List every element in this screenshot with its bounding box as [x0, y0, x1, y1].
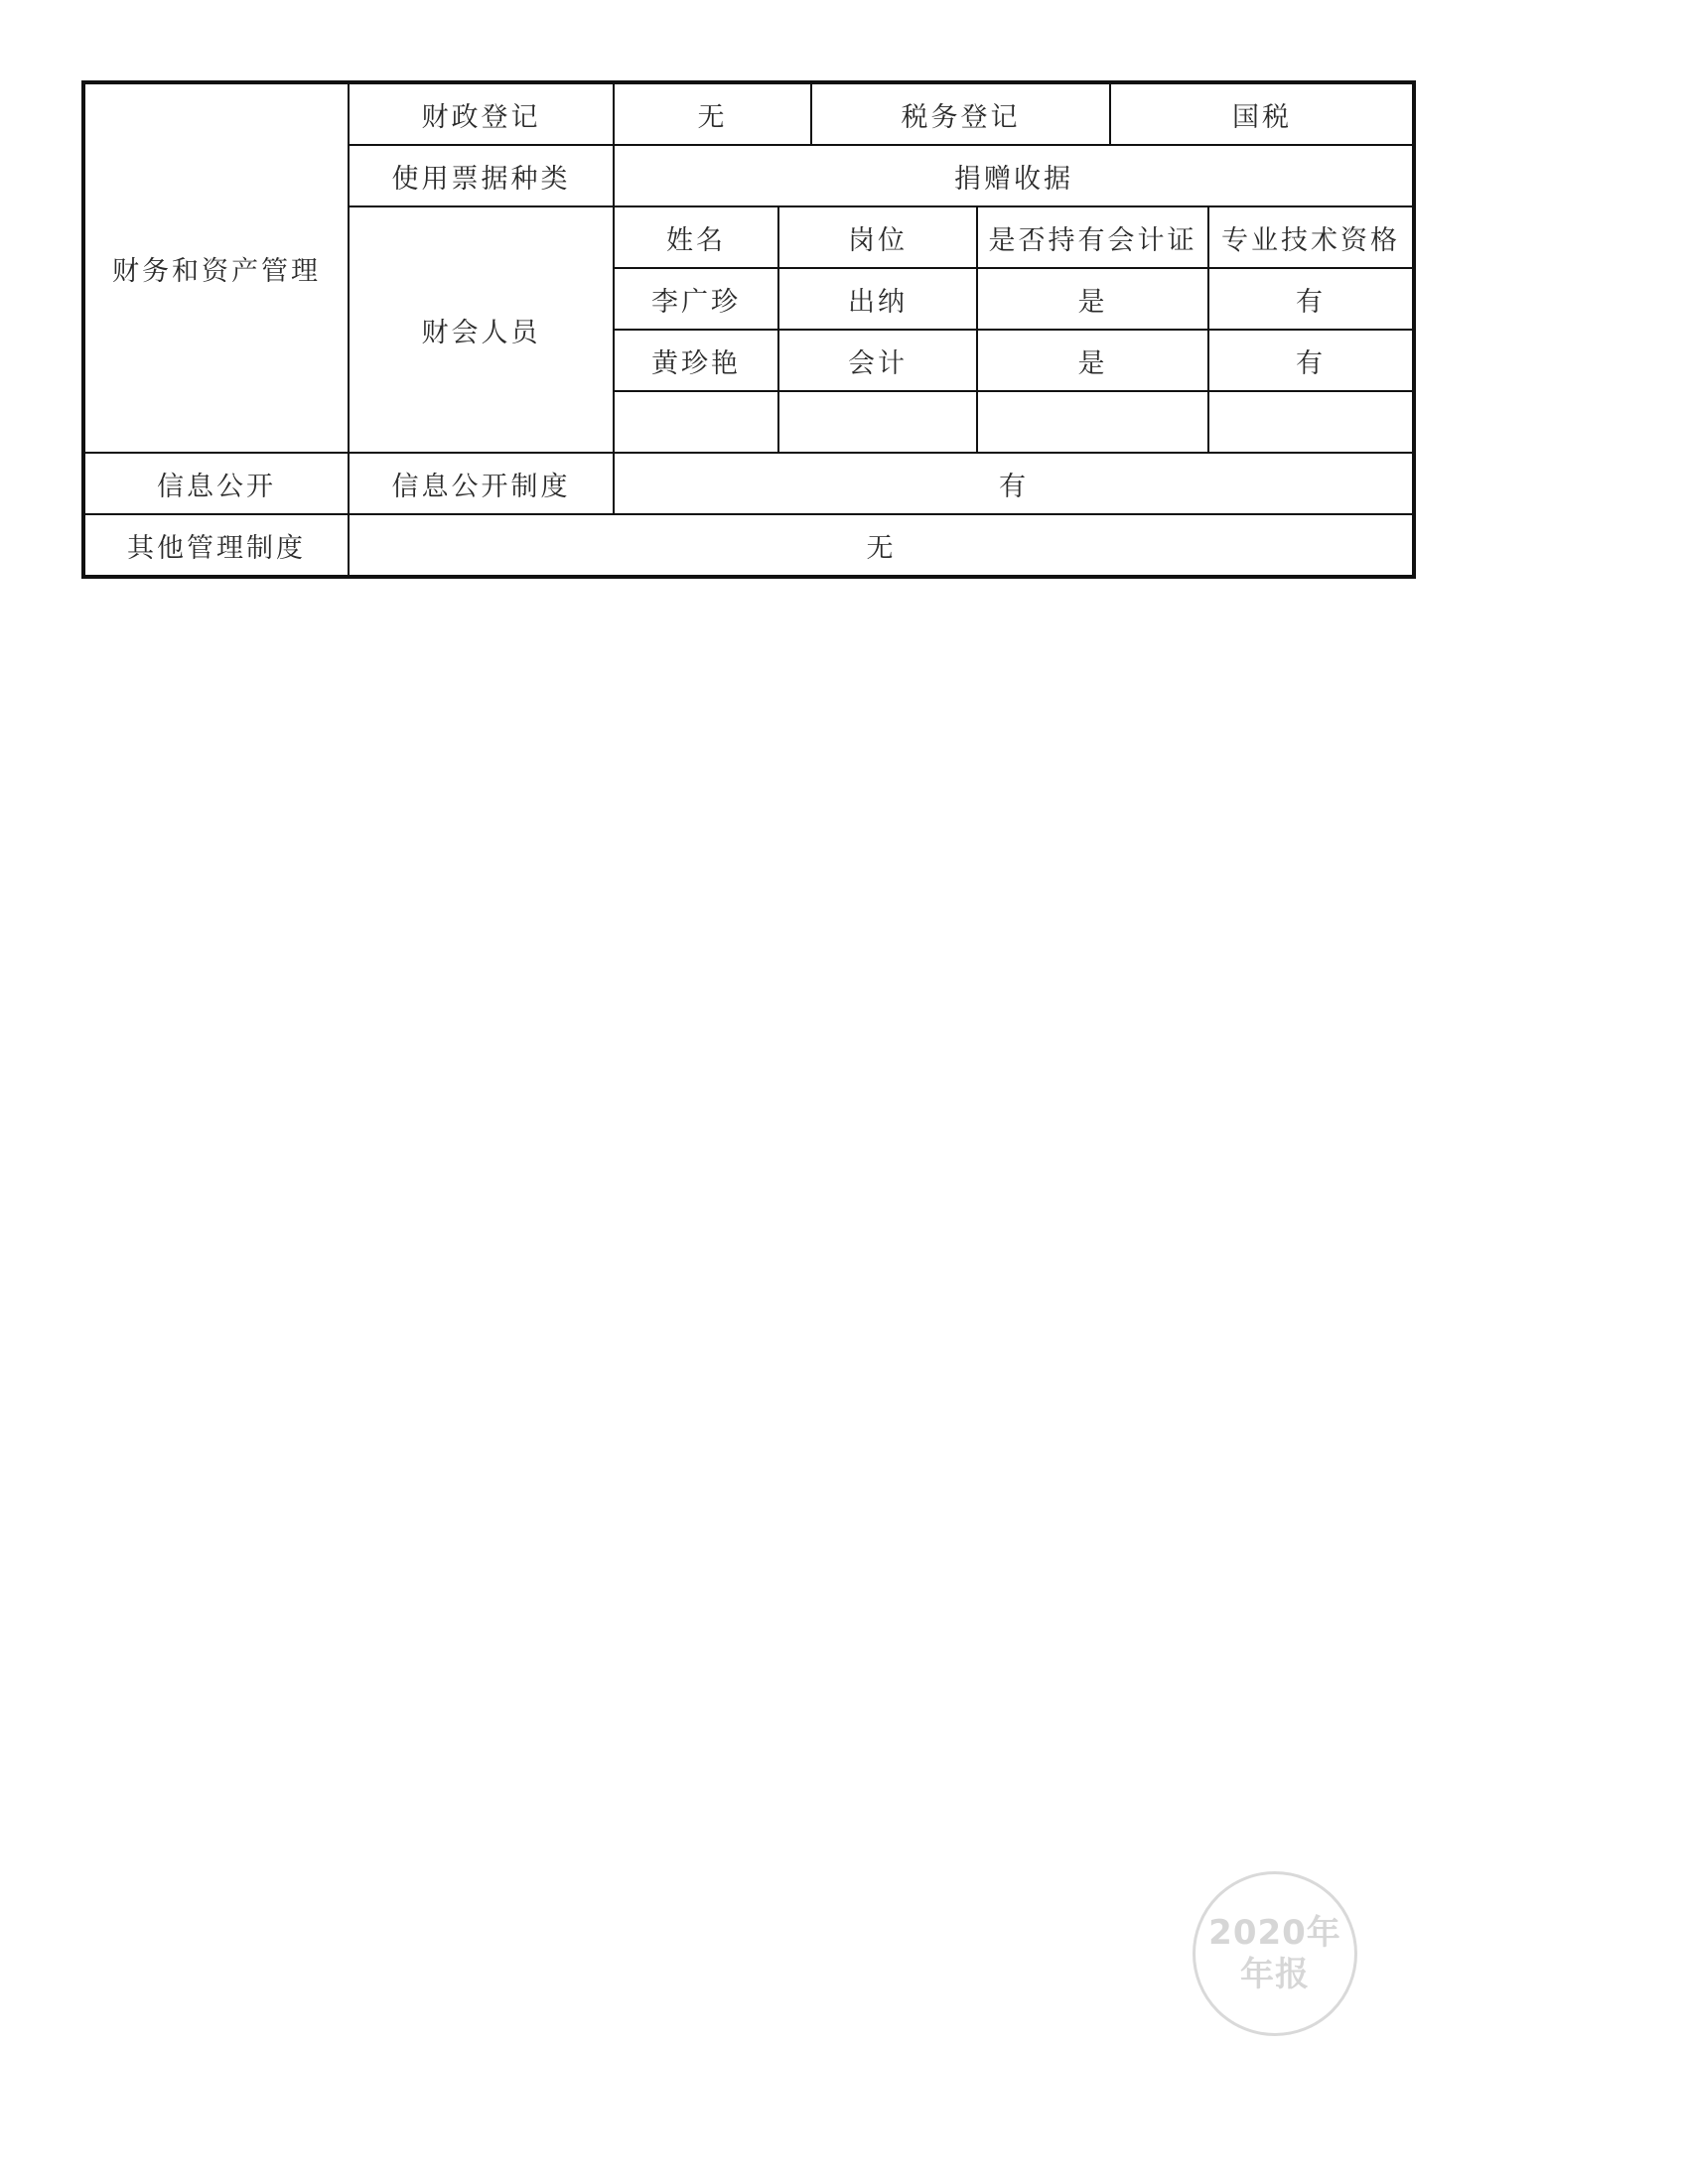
staff-name-cell: 李广珍	[614, 268, 778, 330]
receipt-type-value: 捐赠收据	[614, 145, 1414, 206]
staff-header-name: 姓名	[614, 206, 778, 268]
staff-certificate-cell: 是	[977, 330, 1208, 391]
empty-cell	[778, 391, 977, 453]
disclosure-row	[83, 453, 1414, 514]
staff-name-cell: 黄珍艳	[614, 330, 778, 391]
fiscal-registration-row	[83, 82, 1414, 145]
staff-certificate-cell: 是	[977, 268, 1208, 330]
staff-position-cell: 会计	[778, 330, 977, 391]
empty-cell	[614, 391, 778, 453]
empty-cell	[977, 391, 1208, 453]
other-policy-value: 无	[349, 514, 1414, 577]
disclosure-policy-value: 有	[614, 453, 1414, 514]
tax-registration-value: 国税	[1110, 82, 1414, 145]
disclosure-policy-label: 信息公开制度	[349, 453, 614, 514]
stamp-report-text: 年报	[1240, 1955, 1310, 1994]
fiscal-registration-value: 无	[614, 82, 811, 145]
tax-registration-label: 税务登记	[811, 82, 1110, 145]
other-policy-label: 其他管理制度	[83, 514, 349, 577]
receipt-type-label: 使用票据种类	[349, 145, 614, 206]
staff-header-qualification: 专业技术资格	[1208, 206, 1414, 268]
other-policy-row	[83, 514, 1414, 577]
stamp-year-text: 2020年	[1208, 1912, 1341, 1953]
staff-position-cell: 出纳	[778, 268, 977, 330]
staff-header-position: 岗位	[778, 206, 977, 268]
disclosure-section-label: 信息公开	[83, 453, 349, 514]
staff-qualification-cell: 有	[1208, 330, 1414, 391]
finance-section-label: 财务和资产管理	[83, 82, 349, 453]
empty-cell	[1208, 391, 1414, 453]
fiscal-registration-label: 财政登记	[349, 82, 614, 145]
staff-qualification-cell: 有	[1208, 268, 1414, 330]
accounting-staff-label: 财会人员	[349, 206, 614, 453]
staff-header-certificate: 是否持有会计证	[977, 206, 1208, 268]
annual-report-stamp	[1193, 1871, 1357, 2036]
finance-management-table	[81, 80, 1416, 579]
